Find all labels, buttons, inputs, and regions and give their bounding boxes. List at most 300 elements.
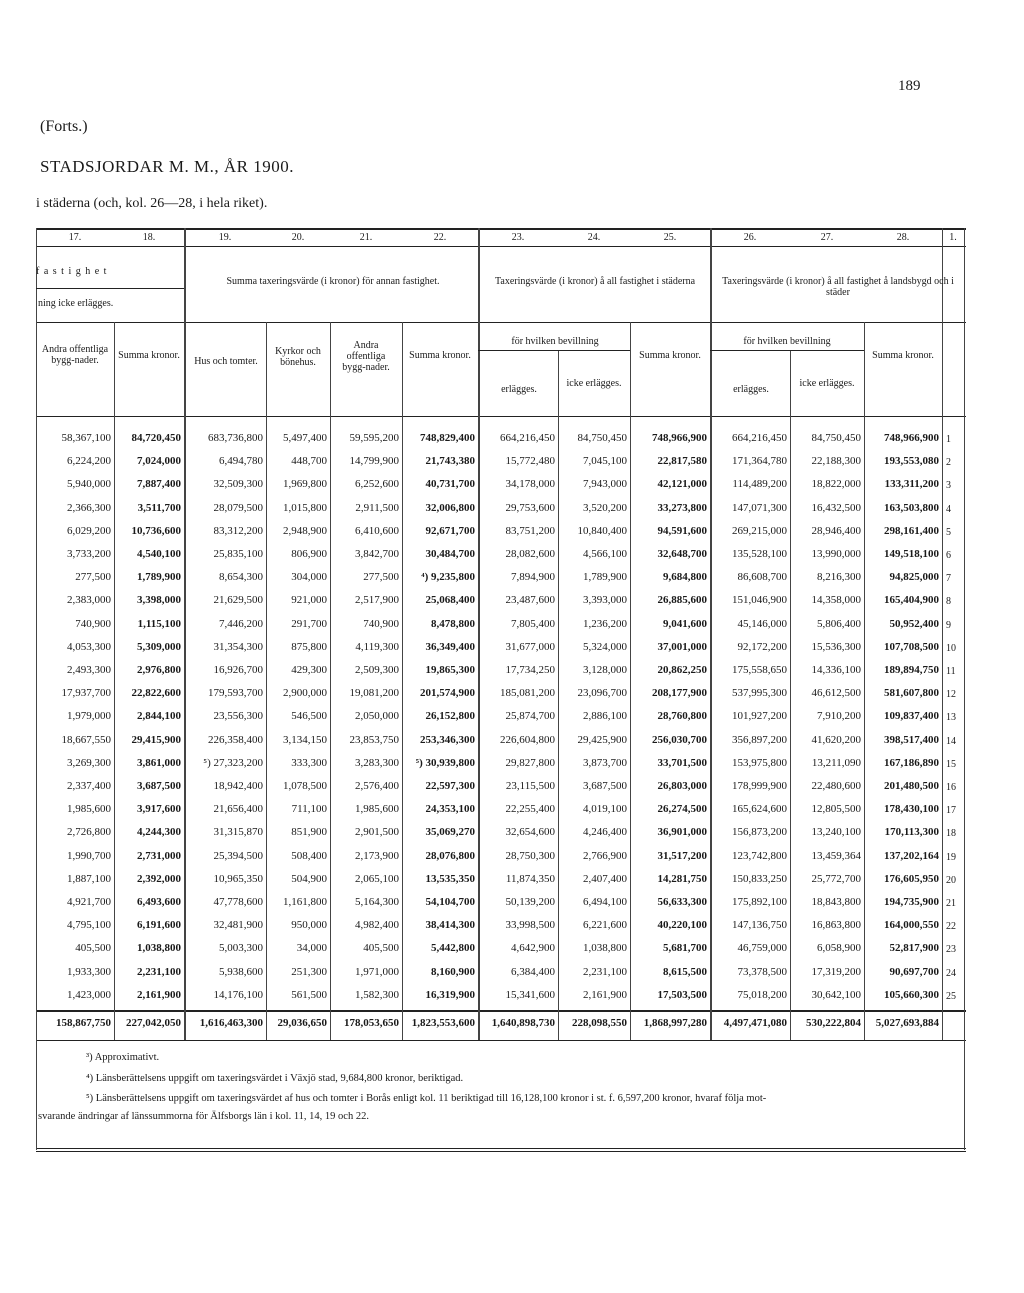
cell-c22: 16,319,900 [425, 988, 475, 1001]
cell-c26: 123,742,800 [732, 849, 787, 862]
total-col22: 1,823,553,600 [411, 1017, 475, 1029]
cell-c28: 107,708,500 [884, 640, 939, 653]
cell-c19: 10,965,350 [213, 872, 263, 885]
cell-c19: 28,079,500 [213, 501, 263, 514]
cell-c19: 31,354,300 [213, 640, 263, 653]
cell-c21: 19,081,200 [349, 687, 399, 700]
row-number: 14 [946, 735, 956, 747]
cell-c26: 175,558,650 [732, 664, 787, 676]
cell-c23: 50,139,200 [505, 896, 555, 908]
cell-c24: 4,246,400 [583, 826, 627, 839]
row-number: 15 [946, 758, 956, 770]
cell-c20: 291,700 [291, 617, 327, 630]
cell-c17: 4,795,100 [67, 919, 111, 932]
cell-c17: 5,940,000 [67, 478, 111, 491]
cell-c26: 45,146,000 [737, 617, 787, 630]
cell-c27: 14,336,100 [811, 664, 861, 676]
cell-c25: 14,281,750 [657, 872, 707, 885]
cell-c26: 664,216,450 [732, 432, 787, 444]
cell-c21: 2,509,300 [355, 664, 399, 676]
group-header-19-22: Summa taxeringsvärde (i kronor) för annan fastighet. [226, 276, 440, 287]
header-col19: Hus och tomter. [194, 356, 258, 367]
cell-c24: 6,494,100 [583, 896, 627, 908]
cell-c25: 22,817,580 [657, 455, 707, 468]
colnum-26: 26. [743, 232, 757, 243]
cell-c24: 3,873,700 [583, 756, 627, 769]
cell-c24: 84,750,450 [577, 432, 627, 444]
cell-c18: 1,038,800 [137, 942, 181, 955]
cell-c20: 448,700 [291, 455, 327, 468]
cell-c28: 167,186,890 [884, 756, 939, 769]
bottom-rule-2 [36, 1151, 966, 1152]
cell-c27: 28,946,400 [811, 524, 861, 537]
header-col27: icke erlägges. [799, 378, 855, 389]
cell-c27: 46,612,500 [811, 687, 861, 700]
cell-c18: 2,161,900 [137, 988, 181, 1001]
cell-c21: 4,982,400 [355, 919, 399, 932]
bevillning-all-divider [710, 350, 864, 351]
cell-c17: 740,900 [75, 617, 111, 630]
cell-c26: 178,999,900 [732, 780, 787, 792]
cell-c20: 561,500 [291, 988, 327, 1001]
header-bevillning-cities: för hvilken bevillning [511, 336, 599, 347]
row-number: 23 [946, 944, 956, 956]
cell-c23: 28,082,600 [505, 548, 555, 560]
cell-c17: 4,921,700 [67, 896, 111, 908]
cell-c19: ⁵) 27,323,200 [203, 756, 263, 769]
cell-c28: 194,735,900 [884, 896, 939, 908]
cell-c28: 90,697,700 [889, 965, 939, 978]
cell-c23: 664,216,450 [500, 432, 555, 444]
table-row [36, 985, 966, 1007]
header-col20: Kyrkor och bönehus. [275, 346, 321, 368]
cell-c27: 16,863,800 [811, 919, 861, 932]
cell-c25: 32,648,700 [657, 548, 707, 560]
cell-c28: 298,161,400 [884, 524, 939, 537]
cell-c20: 875,800 [291, 640, 327, 653]
cell-c19: 18,942,400 [213, 780, 263, 792]
cell-c19: 683,736,800 [208, 432, 263, 444]
cell-c27: 13,459,364 [811, 849, 861, 862]
table-row [36, 590, 966, 612]
cell-c22: ⁵) 30,939,800 [415, 756, 475, 769]
colnum-1: 1. [949, 232, 957, 243]
table-row [36, 428, 966, 450]
total-col25: 1,868,997,280 [643, 1017, 707, 1029]
colnum-21: 21. [359, 232, 373, 243]
cell-c22: 19,865,300 [425, 664, 475, 676]
cell-c20: 1,078,500 [283, 780, 327, 792]
cell-c19: 31,315,870 [213, 826, 263, 839]
cell-c28: 189,894,750 [884, 664, 939, 676]
cell-c19: 32,481,900 [213, 919, 263, 932]
cell-c27: 22,188,300 [811, 455, 861, 468]
cell-c25: 8,615,500 [663, 965, 707, 978]
cell-c17: 277,500 [75, 571, 111, 584]
cell-c24: 2,886,100 [583, 710, 627, 723]
cell-c27: 41,620,200 [811, 733, 861, 746]
cell-c20: 34,000 [296, 942, 327, 955]
cell-c21: 2,576,400 [355, 780, 399, 792]
cell-c18: 1,789,900 [137, 571, 181, 584]
cell-c26: 147,136,750 [732, 919, 787, 932]
cell-c28: 748,966,900 [884, 432, 939, 444]
cell-c28: 581,607,800 [884, 687, 939, 700]
cell-c21: 5,164,300 [355, 896, 399, 908]
cell-c25: 40,220,100 [657, 919, 707, 932]
total-col28: 5,027,693,884 [875, 1017, 939, 1029]
cell-c17: 1,423,000 [67, 988, 111, 1001]
cell-c18: 3,511,700 [137, 501, 181, 514]
colnum-22: 22. [433, 232, 447, 243]
cell-c24: 2,161,900 [583, 988, 627, 1001]
table-row [36, 822, 966, 844]
row-number: 19 [946, 851, 956, 863]
cell-c25: 26,803,000 [657, 780, 707, 792]
cell-c27: 30,642,100 [811, 988, 861, 1001]
group-left-header: f a s t i g h e t [36, 266, 108, 277]
cell-c21: 740,900 [363, 617, 399, 630]
cell-c19: 5,938,600 [219, 965, 263, 978]
cell-c23: 29,753,600 [505, 501, 555, 514]
row-number: 6 [946, 550, 951, 561]
colnum-18: 18. [142, 232, 156, 243]
cell-c22: 201,574,900 [420, 687, 475, 700]
cell-c17: 3,269,300 [67, 756, 111, 769]
row-number: 17 [946, 805, 956, 817]
footnote-4-mark: ⁴) [86, 1073, 94, 1084]
cell-c17: 2,366,300 [67, 501, 111, 514]
cell-c27: 13,211,090 [811, 756, 861, 769]
group-header-rule [36, 322, 966, 323]
cell-c28: 178,430,100 [884, 803, 939, 816]
header-col25: Summa kronor. [639, 350, 701, 361]
row-number: 7 [946, 573, 951, 585]
cell-c18: 2,731,000 [137, 849, 181, 862]
cell-c22: 22,597,300 [425, 780, 475, 792]
cell-c19: 21,656,400 [213, 803, 263, 816]
cell-c28: 193,553,080 [884, 455, 939, 468]
cell-c27: 14,358,000 [811, 594, 861, 607]
cell-c18: 4,244,300 [137, 826, 181, 839]
cell-c21: 2,901,500 [355, 826, 399, 839]
colnum-25: 25. [663, 232, 677, 243]
cell-c21: 2,050,000 [355, 710, 399, 723]
table-row [36, 521, 966, 543]
total-col19: 1,616,463,300 [199, 1017, 263, 1029]
continued-label: (Forts.) [40, 118, 88, 135]
row-number: 8 [946, 596, 951, 608]
cell-c22: 40,731,700 [425, 478, 475, 491]
cell-c25: 17,503,500 [657, 988, 707, 1001]
cell-c22: 748,829,400 [420, 432, 475, 444]
cell-c28: 149,518,100 [884, 548, 939, 560]
colnum-17: 17. [68, 232, 82, 243]
cell-c17: 58,367,100 [61, 432, 111, 444]
row-number: 24 [946, 967, 956, 979]
cell-c19: 14,176,100 [213, 988, 263, 1001]
cell-c18: 3,687,500 [137, 780, 181, 792]
cell-c23: 226,604,800 [500, 733, 555, 746]
cell-c24: 2,407,400 [583, 872, 627, 885]
cell-c17: 2,726,800 [67, 826, 111, 839]
cell-c19: 6,494,780 [219, 455, 263, 468]
cell-c22: 8,160,900 [431, 965, 475, 978]
cell-c20: 1,969,800 [283, 478, 327, 491]
cell-c23: 22,255,400 [505, 803, 555, 816]
cell-c18: 10,736,600 [131, 524, 181, 537]
cell-c23: 83,751,200 [505, 524, 555, 537]
table-row [36, 474, 966, 496]
cell-c23: 6,384,400 [511, 965, 555, 978]
row-number: 10 [946, 642, 956, 654]
cell-c17: 2,383,000 [67, 594, 111, 607]
cell-c21: 3,283,300 [355, 756, 399, 769]
cell-c24: 1,038,800 [583, 942, 627, 955]
row-number: 13 [946, 712, 956, 724]
colnum-rule [36, 246, 966, 247]
total-col27: 530,222,804 [806, 1017, 861, 1029]
cell-c19: 83,312,200 [213, 524, 263, 537]
cell-c20: 2,948,900 [283, 524, 327, 537]
cell-c20: 1,161,800 [283, 896, 327, 908]
cell-c17: 405,500 [75, 942, 111, 955]
table-row [36, 567, 966, 589]
cell-c22: 36,349,400 [425, 640, 475, 653]
cell-c27: 7,910,200 [817, 710, 861, 723]
footnote-3 [86, 1052, 159, 1063]
group-header-26-28: Taxeringsvärde (i kronor) å all fastighet å landsbygd och i städer [722, 276, 954, 298]
cell-c28: 163,503,800 [884, 501, 939, 514]
row-number: 2 [946, 457, 951, 469]
cell-c26: 356,897,200 [732, 733, 787, 746]
header-col24: icke erlägges. [566, 378, 622, 389]
row-number: 9 [946, 619, 951, 631]
cell-c25: 208,177,900 [652, 687, 707, 700]
cell-c23: 7,894,900 [511, 571, 555, 584]
row-number: 3 [946, 480, 951, 492]
total-col18: 227,042,050 [126, 1017, 181, 1029]
cell-c25: 26,274,500 [657, 803, 707, 816]
cell-c23: 23,115,500 [505, 780, 555, 792]
cell-c18: 2,976,800 [137, 664, 181, 676]
cell-c28: 133,311,200 [884, 478, 939, 491]
cell-c26: 269,215,000 [732, 524, 787, 537]
cell-c20: 950,000 [291, 919, 327, 932]
total-col23: 1,640,898,730 [491, 1017, 555, 1029]
cell-c24: 1,789,900 [583, 571, 627, 584]
table-row [36, 915, 966, 937]
header-col17: Andra offentliga bygg-nader. [41, 344, 109, 366]
total-col24: 228,098,550 [572, 1017, 627, 1029]
cell-c18: 6,191,600 [137, 919, 181, 932]
bottom-rule-1 [36, 1148, 966, 1149]
row-number: 22 [946, 921, 956, 933]
cell-c25: 33,701,500 [657, 756, 707, 769]
table-row [36, 753, 966, 775]
cell-c19: 23,556,300 [213, 710, 263, 723]
cell-c21: 4,119,300 [355, 640, 399, 653]
header-col22: Summa kronor. [409, 350, 471, 361]
cell-c20: 429,300 [291, 664, 327, 676]
cell-c17: 2,337,400 [67, 780, 111, 792]
cell-c21: 6,252,600 [355, 478, 399, 491]
cell-c27: 16,432,500 [811, 501, 861, 514]
total-col26: 4,497,471,080 [723, 1017, 787, 1029]
cell-c23: 33,998,500 [505, 919, 555, 932]
cell-c22: 25,068,400 [425, 594, 475, 607]
cell-c21: 2,517,900 [355, 594, 399, 607]
table-row [36, 498, 966, 520]
cell-c27: 15,536,300 [811, 640, 861, 653]
cell-c22: 54,104,700 [425, 896, 475, 908]
cell-c27: 22,480,600 [811, 780, 861, 792]
cell-c28: 52,817,900 [889, 942, 939, 955]
cell-c17: 1,979,000 [67, 710, 111, 723]
cell-c23: 7,805,400 [511, 617, 555, 630]
cell-c26: 156,873,200 [732, 826, 787, 839]
table-row [36, 451, 966, 473]
cell-c25: 5,681,700 [663, 942, 707, 955]
cell-c26: 150,833,250 [732, 872, 787, 885]
cell-c22: 92,671,700 [425, 524, 475, 537]
cell-c22: 32,006,800 [425, 501, 475, 514]
cell-c18: 3,861,000 [137, 756, 181, 769]
cell-c24: 3,520,200 [583, 501, 627, 514]
cell-c28: 94,825,000 [889, 571, 939, 584]
footnote-5-mark: ⁵) [86, 1093, 94, 1104]
cell-c22: 253,346,300 [420, 733, 475, 746]
header-col26: erlägges. [733, 384, 769, 395]
cell-c20: 508,400 [291, 849, 327, 862]
row-number: 4 [946, 503, 951, 515]
row-number: 16 [946, 782, 956, 793]
cell-c24: 7,943,000 [583, 478, 627, 491]
cell-c21: 1,971,000 [355, 965, 399, 978]
cell-c21: 59,595,200 [349, 432, 399, 444]
cell-c19: 25,835,100 [213, 548, 263, 560]
table-row [36, 614, 966, 636]
cell-c28: 137,202,164 [884, 849, 939, 862]
cell-c26: 92,172,200 [737, 640, 787, 653]
cell-c20: 806,900 [291, 548, 327, 560]
cell-c26: 151,046,900 [732, 594, 787, 607]
cell-c24: 3,128,000 [583, 664, 627, 676]
cell-c27: 5,806,400 [817, 617, 861, 630]
cell-c18: 2,231,100 [137, 965, 181, 978]
colnum-24: 24. [587, 232, 601, 243]
cell-c17: 4,053,300 [67, 640, 111, 653]
cell-c28: 164,000,550 [884, 919, 939, 932]
cell-c24: 29,425,900 [577, 733, 627, 746]
cell-c23: 185,081,200 [500, 687, 555, 700]
total-col21: 178,053,650 [344, 1017, 399, 1029]
cell-c20: 333,300 [291, 756, 327, 769]
footnote-5-continued: svarande ändringar af länssummorna för Älfsborgs län i kol. 11, 14, 19 och 22. [38, 1111, 369, 1122]
cell-c24: 7,045,100 [583, 455, 627, 468]
table-row [36, 637, 966, 659]
table-row [36, 846, 966, 868]
table-row [36, 962, 966, 984]
row-number: 20 [946, 874, 956, 886]
row-number: 25 [946, 990, 956, 1002]
cell-c27: 18,843,800 [811, 896, 861, 908]
cell-c21: 6,410,600 [355, 524, 399, 537]
cell-c25: 9,684,800 [663, 571, 707, 584]
cell-c23: 23,487,600 [505, 594, 555, 607]
cell-c23: 32,654,600 [505, 826, 555, 839]
colnum-28: 28. [896, 232, 910, 243]
cell-c22: 24,353,100 [425, 803, 475, 816]
cell-c23: 17,734,250 [505, 664, 555, 676]
cell-c23: 15,341,600 [505, 988, 555, 1001]
cell-c25: 20,862,250 [657, 664, 707, 676]
cell-c25: 256,030,700 [652, 733, 707, 746]
cell-c21: 2,173,900 [355, 849, 399, 862]
cell-c17: 1,990,700 [67, 849, 111, 862]
cell-c20: 546,500 [291, 710, 327, 723]
cell-c18: 2,844,100 [137, 710, 181, 723]
cell-c26: 114,489,200 [732, 478, 787, 491]
row-number: 11 [946, 666, 956, 677]
footnote-3-mark: ³) [86, 1052, 93, 1063]
cell-c21: 277,500 [363, 571, 399, 584]
cell-c23: 29,827,800 [505, 756, 555, 769]
cell-c17: 18,667,550 [61, 733, 111, 746]
cell-c20: 851,900 [291, 826, 327, 839]
colnum-23: 23. [511, 232, 525, 243]
cell-c19: 5,003,300 [219, 942, 263, 955]
cell-c26: 171,364,780 [732, 455, 787, 468]
cell-c22: ⁴) 9,235,800 [421, 571, 475, 584]
cell-c27: 12,805,500 [811, 803, 861, 816]
cell-c19: 226,358,400 [208, 733, 263, 746]
table-row [36, 730, 966, 752]
header-col18: Summa kronor. [118, 350, 180, 361]
cell-c22: 30,484,700 [425, 548, 475, 560]
group-header-23-25: Taxeringsvärde (i kronor) å all fastighet i städerna [494, 276, 696, 287]
cell-c28: 398,517,400 [884, 733, 939, 746]
cell-c24: 3,687,500 [583, 780, 627, 792]
cell-c20: 504,900 [291, 872, 327, 885]
cell-c20: 711,100 [291, 803, 327, 816]
page-number: 189 [898, 78, 921, 94]
cell-c22: 38,414,300 [425, 919, 475, 932]
cell-c24: 3,393,000 [583, 594, 627, 607]
cell-c20: 3,134,150 [283, 733, 327, 746]
row-number: 1 [946, 434, 951, 445]
cell-c17: 1,887,100 [67, 872, 111, 885]
cell-c23: 31,677,000 [505, 640, 555, 653]
table-row [36, 683, 966, 705]
cell-c25: 33,273,800 [657, 501, 707, 514]
cell-c21: 3,842,700 [355, 548, 399, 560]
cell-c27: 6,058,900 [817, 942, 861, 955]
cell-c18: 1,115,100 [137, 617, 181, 630]
cell-c21: 1,582,300 [355, 988, 399, 1001]
bevillning-cities-divider [478, 350, 630, 351]
colnum-19: 19. [218, 232, 232, 243]
cell-c20: 5,497,400 [283, 432, 327, 444]
cell-c19: 8,654,300 [219, 571, 263, 584]
cell-c26: 153,975,800 [732, 756, 787, 769]
cell-c25: 37,001,000 [657, 640, 707, 653]
cell-c17: 1,933,300 [67, 965, 111, 978]
table-row [36, 544, 966, 566]
header-bevillning-all: för hvilken bevillning [743, 336, 831, 347]
cell-c24: 6,221,600 [583, 919, 627, 932]
row-number: 12 [946, 689, 956, 701]
